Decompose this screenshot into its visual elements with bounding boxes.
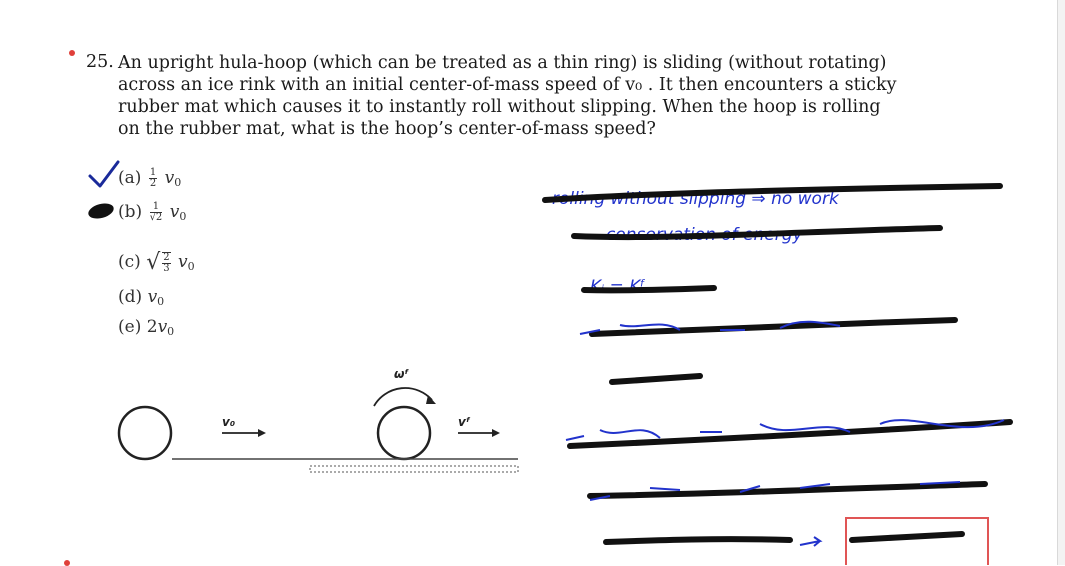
choice-e-coef: 2 [146,317,158,337]
question-number: 25. [86,52,114,72]
choice-c[interactable]: (c) √ $\frac{2}{3}$ $v_0$ [118,250,195,275]
arrowhead-right-icon [492,429,500,437]
choice-c-var: v [178,252,188,272]
choice-e-var: v [157,317,168,337]
scribble-9 [852,534,962,540]
filled-bubble-icon [87,201,116,221]
choice-a-var: v [164,168,175,188]
note-kinetic: Kᵢ = Kᶠ [590,277,646,297]
question-line-4: on the rubber mat, what is the hoop’s center-of-mass speed? [118,119,656,139]
hoop-right-icon [378,407,430,459]
choice-d-label: (d) [118,287,143,307]
choice-a[interactable]: (a) $\frac{1}{2}$ $v_0$ [118,167,182,189]
choice-a-fraction: $\frac{1}{2}$ [149,167,157,189]
hoop-figure [119,367,518,472]
choice-b[interactable]: (b) $\frac{1}{√2}$ $v_0$ [118,201,187,223]
rubber-mat [310,466,518,472]
checkmark-icon [90,162,118,186]
choice-b-label: (b) [118,202,143,222]
choice-e-label: (e) [118,317,142,337]
scrollbar[interactable] [1057,0,1065,565]
choice-a-label: (a) [118,168,142,188]
figure-label-v0: v₀ [222,415,236,429]
rotation-arrow-icon [374,388,432,406]
arrow-icon [800,537,820,546]
sqrt-icon: √ [146,250,161,275]
handwriting-area [545,186,1010,565]
scribble-5 [612,376,700,382]
choice-e[interactable]: (e) $2v_0$ [118,317,175,338]
hoop-left-icon [119,407,171,459]
arrowhead-left-icon [258,429,266,437]
choice-b-fraction: $\frac{1}{√2}$ [149,201,163,223]
scribble-4 [592,320,955,334]
question-line-2: across an ice rink with an initial center-of-mass speed of v₀ . It then encounters a sticky [118,75,897,95]
question-line-3: rubber mat which causes it to instantly roll without slipping. When the hoop is rolling [118,97,881,117]
choice-c-fraction: $\frac{2}{3}$ [163,251,170,274]
choice-d-var: v [147,287,158,307]
choice-d[interactable]: (d) $v_0$ [118,287,165,308]
scribble-8 [606,539,790,542]
figure-label-omega: ωᶠ [394,367,409,381]
scribble-3 [584,288,714,290]
question-line-1: An upright hula-hoop (which can be treated as a thin ring) is sliding (without rotating) [118,53,887,73]
figure-label-vf: vᶠ [458,415,471,429]
note-rolling: rolling without slipping ⇒ no work [552,189,839,209]
scribble-7 [590,484,985,496]
note-energy: conservation of energy [606,225,803,245]
choice-c-label: (c) [118,252,141,272]
choice-b-var: v [169,202,180,222]
